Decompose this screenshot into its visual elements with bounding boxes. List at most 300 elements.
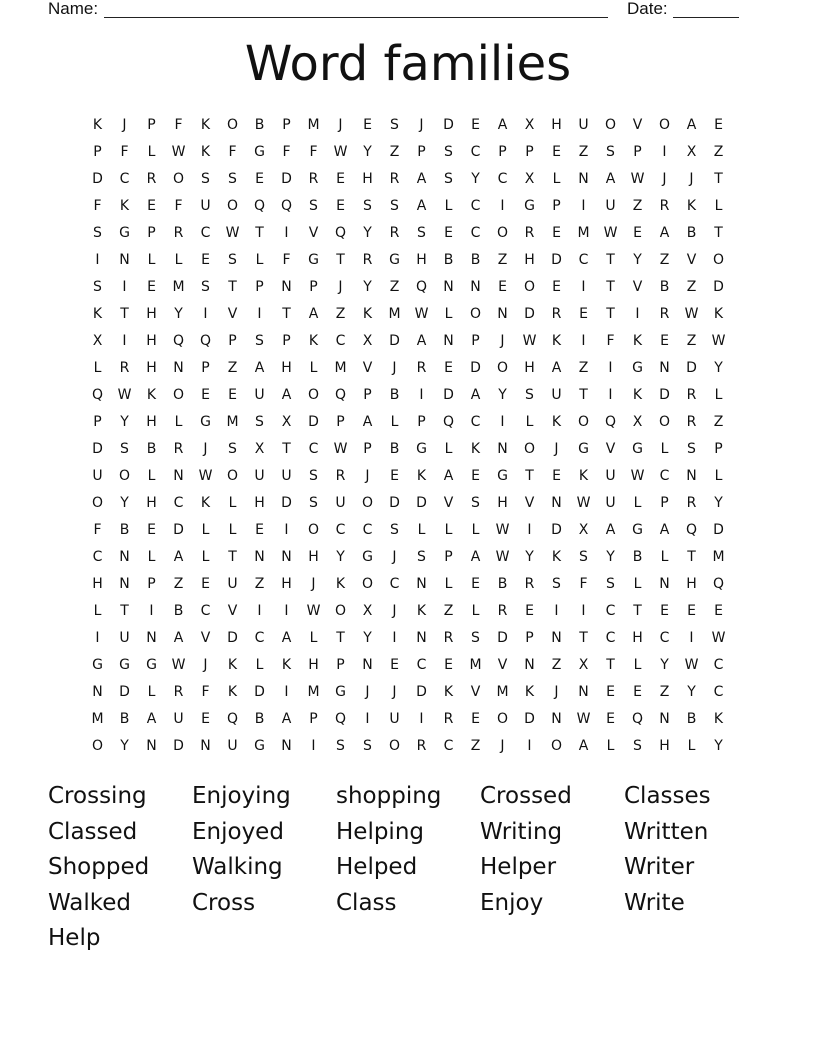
grid-letter[interactable]: Y: [606, 549, 615, 565]
grid-letter[interactable]: I: [257, 306, 262, 322]
grid-letter[interactable]: R: [308, 171, 319, 187]
grid-letter[interactable]: L: [471, 522, 480, 538]
grid-letter[interactable]: Y: [471, 171, 480, 187]
grid-letter[interactable]: M: [307, 117, 320, 133]
grid-letter[interactable]: E: [498, 279, 507, 295]
grid-letter[interactable]: D: [389, 333, 400, 349]
grid-letter[interactable]: Y: [363, 279, 372, 295]
grid-letter[interactable]: A: [281, 711, 292, 727]
grid-letter[interactable]: N: [281, 279, 292, 295]
grid-letter[interactable]: L: [444, 306, 453, 322]
grid-letter[interactable]: F: [282, 252, 291, 268]
grid-letter[interactable]: H: [497, 495, 508, 511]
grid-letter[interactable]: B: [470, 252, 481, 268]
grid-letter[interactable]: U: [227, 576, 238, 592]
grid-letter[interactable]: B: [497, 576, 508, 592]
grid-letter[interactable]: V: [362, 360, 373, 376]
grid-letter[interactable]: C: [200, 225, 211, 241]
grid-letter[interactable]: T: [525, 468, 534, 484]
grid-letter[interactable]: K: [92, 117, 103, 133]
grid-letter[interactable]: T: [606, 306, 615, 322]
grid-letter[interactable]: O: [307, 387, 320, 403]
grid-letter[interactable]: Z: [659, 252, 670, 268]
grid-letter[interactable]: A: [470, 549, 481, 565]
grid-letter[interactable]: O: [469, 306, 482, 322]
grid-letter[interactable]: S: [687, 441, 696, 457]
grid-letter[interactable]: K: [713, 306, 724, 322]
grid-letter[interactable]: Q: [415, 279, 428, 295]
grid-letter[interactable]: R: [146, 171, 157, 187]
grid-letter[interactable]: I: [284, 603, 289, 619]
grid-letter[interactable]: D: [254, 684, 265, 700]
grid-letter[interactable]: S: [390, 522, 399, 538]
grid-letter[interactable]: Z: [632, 198, 643, 214]
grid-letter[interactable]: L: [687, 738, 696, 754]
grid-letter[interactable]: N: [578, 171, 589, 187]
grid-letter[interactable]: D: [416, 495, 427, 511]
grid-letter[interactable]: N: [416, 576, 427, 592]
grid-letter[interactable]: S: [93, 225, 102, 241]
grid-letter[interactable]: K: [713, 711, 724, 727]
grid-letter[interactable]: M: [307, 684, 320, 700]
grid-letter[interactable]: W: [171, 144, 186, 160]
grid-letter[interactable]: S: [309, 495, 318, 511]
grid-letter[interactable]: B: [146, 441, 157, 457]
grid-letter[interactable]: C: [470, 225, 481, 241]
grid-letter[interactable]: L: [93, 360, 102, 376]
grid-letter[interactable]: B: [119, 711, 130, 727]
grid-letter[interactable]: F: [579, 576, 588, 592]
grid-letter[interactable]: E: [444, 360, 453, 376]
grid-letter[interactable]: D: [119, 684, 130, 700]
grid-letter[interactable]: S: [336, 738, 345, 754]
grid-letter[interactable]: Q: [685, 522, 698, 538]
grid-letter[interactable]: N: [416, 630, 427, 646]
grid-letter[interactable]: I: [608, 387, 613, 403]
grid-letter[interactable]: O: [496, 360, 509, 376]
grid-letter[interactable]: A: [659, 522, 670, 538]
grid-letter[interactable]: B: [389, 387, 400, 403]
grid-letter[interactable]: U: [551, 387, 562, 403]
grid-letter[interactable]: G: [632, 522, 643, 538]
grid-letter[interactable]: Q: [91, 387, 104, 403]
grid-letter[interactable]: R: [443, 711, 454, 727]
grid-letter[interactable]: Z: [686, 279, 697, 295]
grid-letter[interactable]: L: [660, 549, 669, 565]
grid-letter[interactable]: A: [416, 198, 427, 214]
grid-letter[interactable]: Z: [173, 576, 184, 592]
grid-letter[interactable]: L: [633, 657, 642, 673]
grid-letter[interactable]: I: [365, 711, 370, 727]
grid-letter[interactable]: G: [119, 657, 130, 673]
grid-letter[interactable]: A: [173, 630, 184, 646]
grid-letter[interactable]: Q: [712, 576, 725, 592]
grid-letter[interactable]: L: [147, 252, 156, 268]
grid-letter[interactable]: C: [254, 630, 265, 646]
grid-letter[interactable]: L: [714, 198, 723, 214]
grid-letter[interactable]: L: [147, 144, 156, 160]
grid-letter[interactable]: Y: [714, 360, 723, 376]
grid-letter[interactable]: S: [201, 279, 210, 295]
grid-letter[interactable]: H: [524, 360, 535, 376]
grid-letter[interactable]: K: [362, 306, 373, 322]
grid-letter[interactable]: O: [388, 738, 401, 754]
grid-letter[interactable]: C: [578, 252, 589, 268]
grid-letter[interactable]: P: [714, 441, 723, 457]
grid-letter[interactable]: G: [146, 657, 157, 673]
grid-letter[interactable]: E: [714, 603, 723, 619]
grid-letter[interactable]: E: [390, 468, 399, 484]
grid-letter[interactable]: A: [173, 549, 184, 565]
grid-letter[interactable]: N: [686, 468, 697, 484]
grid-letter[interactable]: C: [200, 603, 211, 619]
grid-letter[interactable]: O: [91, 495, 104, 511]
grid-letter[interactable]: Y: [525, 549, 534, 565]
grid-letter[interactable]: J: [203, 441, 208, 457]
grid-letter[interactable]: Y: [363, 144, 372, 160]
grid-letter[interactable]: Y: [633, 252, 642, 268]
grid-letter[interactable]: Q: [334, 711, 347, 727]
grid-letter[interactable]: G: [254, 144, 265, 160]
grid-letter[interactable]: V: [470, 684, 481, 700]
grid-letter[interactable]: E: [525, 603, 534, 619]
grid-letter[interactable]: N: [119, 549, 130, 565]
grid-letter[interactable]: Z: [443, 603, 454, 619]
grid-letter[interactable]: X: [92, 333, 103, 349]
grid-letter[interactable]: A: [254, 360, 265, 376]
grid-letter[interactable]: H: [92, 576, 103, 592]
grid-letter[interactable]: F: [606, 333, 615, 349]
grid-letter[interactable]: C: [470, 198, 481, 214]
grid-letter[interactable]: T: [228, 549, 237, 565]
grid-letter[interactable]: T: [714, 225, 723, 241]
grid-letter[interactable]: W: [333, 144, 348, 160]
grid-letter[interactable]: X: [524, 171, 535, 187]
grid-letter[interactable]: G: [524, 198, 535, 214]
grid-letter[interactable]: T: [120, 306, 129, 322]
grid-letter[interactable]: K: [551, 333, 562, 349]
grid-letter[interactable]: E: [471, 576, 480, 592]
grid-letter[interactable]: H: [659, 738, 670, 754]
grid-letter[interactable]: M: [712, 549, 725, 565]
grid-letter[interactable]: M: [469, 657, 482, 673]
grid-letter[interactable]: C: [659, 468, 670, 484]
grid-letter[interactable]: Y: [714, 738, 723, 754]
grid-letter[interactable]: E: [471, 117, 480, 133]
grid-letter[interactable]: C: [605, 603, 616, 619]
grid-letter[interactable]: P: [147, 117, 156, 133]
grid-letter[interactable]: P: [93, 144, 102, 160]
grid-letter[interactable]: F: [93, 198, 102, 214]
grid-letter[interactable]: E: [660, 603, 669, 619]
grid-letter[interactable]: O: [226, 117, 239, 133]
grid-letter[interactable]: Q: [226, 711, 239, 727]
grid-letter[interactable]: I: [95, 252, 100, 268]
grid-letter[interactable]: W: [414, 306, 429, 322]
grid-letter[interactable]: L: [390, 414, 399, 430]
grid-letter[interactable]: O: [91, 738, 104, 754]
grid-letter[interactable]: I: [419, 711, 424, 727]
grid-letter[interactable]: O: [334, 603, 347, 619]
grid-letter[interactable]: A: [443, 468, 454, 484]
grid-letter[interactable]: S: [228, 252, 237, 268]
grid-letter[interactable]: S: [552, 576, 561, 592]
grid-letter[interactable]: H: [146, 333, 157, 349]
grid-letter[interactable]: L: [417, 522, 426, 538]
grid-letter[interactable]: V: [443, 495, 454, 511]
grid-letter[interactable]: P: [417, 414, 426, 430]
grid-letter[interactable]: L: [444, 522, 453, 538]
grid-letter[interactable]: O: [577, 414, 590, 430]
grid-letter[interactable]: R: [551, 306, 562, 322]
grid-letter[interactable]: J: [203, 657, 208, 673]
grid-letter[interactable]: N: [659, 360, 670, 376]
grid-letter[interactable]: E: [147, 279, 156, 295]
grid-letter[interactable]: L: [444, 198, 453, 214]
grid-letter[interactable]: H: [551, 117, 562, 133]
grid-letter[interactable]: I: [257, 603, 262, 619]
grid-letter[interactable]: S: [228, 171, 237, 187]
grid-letter[interactable]: G: [92, 657, 103, 673]
grid-letter[interactable]: C: [335, 522, 346, 538]
grid-letter[interactable]: S: [579, 549, 588, 565]
grid-letter[interactable]: G: [200, 414, 211, 430]
grid-letter[interactable]: U: [119, 630, 130, 646]
grid-letter[interactable]: P: [525, 144, 534, 160]
grid-letter[interactable]: N: [362, 657, 373, 673]
grid-letter[interactable]: C: [605, 630, 616, 646]
grid-letter[interactable]: H: [281, 576, 292, 592]
grid-letter[interactable]: N: [659, 576, 670, 592]
grid-letter[interactable]: M: [388, 306, 401, 322]
grid-letter[interactable]: W: [711, 333, 726, 349]
grid-letter[interactable]: P: [633, 144, 642, 160]
grid-letter[interactable]: X: [281, 414, 292, 430]
grid-letter[interactable]: I: [581, 603, 586, 619]
grid-letter[interactable]: B: [659, 279, 670, 295]
grid-letter[interactable]: K: [686, 198, 697, 214]
grid-letter[interactable]: Y: [120, 414, 129, 430]
grid-letter[interactable]: N: [470, 279, 481, 295]
grid-letter[interactable]: P: [660, 495, 669, 511]
grid-letter[interactable]: J: [122, 117, 127, 133]
grid-letter[interactable]: P: [282, 333, 291, 349]
grid-letter[interactable]: W: [684, 306, 699, 322]
grid-letter[interactable]: J: [419, 117, 424, 133]
grid-letter[interactable]: E: [471, 711, 480, 727]
grid-letter[interactable]: P: [147, 225, 156, 241]
grid-letter[interactable]: Y: [363, 225, 372, 241]
grid-letter[interactable]: C: [173, 495, 184, 511]
grid-letter[interactable]: U: [578, 117, 589, 133]
grid-letter[interactable]: X: [686, 144, 697, 160]
grid-letter[interactable]: P: [255, 279, 264, 295]
grid-letter[interactable]: D: [551, 252, 562, 268]
grid-letter[interactable]: F: [93, 522, 102, 538]
grid-letter[interactable]: K: [632, 387, 643, 403]
grid-letter[interactable]: S: [201, 171, 210, 187]
grid-letter[interactable]: U: [254, 468, 265, 484]
grid-letter[interactable]: R: [686, 495, 697, 511]
grid-letter[interactable]: G: [389, 252, 400, 268]
grid-letter[interactable]: W: [225, 225, 240, 241]
grid-letter[interactable]: Q: [172, 333, 185, 349]
grid-letter[interactable]: M: [496, 684, 509, 700]
grid-letter[interactable]: U: [605, 468, 616, 484]
grid-letter[interactable]: V: [632, 117, 643, 133]
grid-letter[interactable]: E: [255, 522, 264, 538]
grid-letter[interactable]: X: [362, 333, 373, 349]
grid-letter[interactable]: O: [226, 468, 239, 484]
grid-letter[interactable]: H: [146, 306, 157, 322]
grid-letter[interactable]: N: [254, 549, 265, 565]
grid-letter[interactable]: I: [581, 279, 586, 295]
grid-letter[interactable]: Q: [442, 414, 455, 430]
grid-letter[interactable]: T: [120, 603, 129, 619]
grid-letter[interactable]: N: [173, 468, 184, 484]
grid-letter[interactable]: A: [416, 171, 427, 187]
grid-letter[interactable]: Q: [334, 387, 347, 403]
grid-letter[interactable]: T: [228, 279, 237, 295]
grid-letter[interactable]: S: [363, 738, 372, 754]
grid-letter[interactable]: Z: [470, 738, 481, 754]
grid-letter[interactable]: A: [470, 387, 481, 403]
grid-letter[interactable]: U: [173, 711, 184, 727]
grid-letter[interactable]: G: [632, 441, 643, 457]
grid-letter[interactable]: Q: [199, 333, 212, 349]
grid-letter[interactable]: L: [228, 522, 237, 538]
grid-letter[interactable]: O: [118, 468, 131, 484]
grid-letter[interactable]: A: [605, 171, 616, 187]
grid-letter[interactable]: H: [281, 360, 292, 376]
grid-letter[interactable]: P: [228, 333, 237, 349]
grid-letter[interactable]: O: [523, 279, 536, 295]
grid-letter[interactable]: R: [686, 414, 697, 430]
grid-letter[interactable]: G: [119, 225, 130, 241]
grid-letter[interactable]: U: [281, 468, 292, 484]
grid-letter[interactable]: X: [578, 657, 589, 673]
grid-letter[interactable]: X: [362, 603, 373, 619]
name-field[interactable]: [104, 0, 608, 18]
grid-letter[interactable]: V: [686, 252, 697, 268]
grid-letter[interactable]: S: [471, 495, 480, 511]
grid-letter[interactable]: R: [497, 603, 508, 619]
grid-letter[interactable]: C: [389, 576, 400, 592]
grid-letter[interactable]: S: [390, 117, 399, 133]
grid-letter[interactable]: I: [284, 684, 289, 700]
grid-letter[interactable]: Y: [660, 657, 669, 673]
grid-letter[interactable]: C: [92, 549, 103, 565]
grid-letter[interactable]: S: [444, 171, 453, 187]
grid-letter[interactable]: K: [308, 333, 319, 349]
grid-letter[interactable]: I: [662, 144, 667, 160]
grid-letter[interactable]: W: [117, 387, 132, 403]
grid-letter[interactable]: E: [552, 225, 561, 241]
grid-letter[interactable]: Y: [687, 684, 696, 700]
grid-letter[interactable]: L: [255, 657, 264, 673]
grid-letter[interactable]: A: [551, 360, 562, 376]
grid-letter[interactable]: O: [226, 198, 239, 214]
grid-letter[interactable]: E: [687, 603, 696, 619]
grid-letter[interactable]: D: [470, 360, 481, 376]
grid-letter[interactable]: U: [605, 198, 616, 214]
grid-letter[interactable]: K: [470, 441, 481, 457]
grid-letter[interactable]: B: [389, 441, 400, 457]
grid-letter[interactable]: L: [309, 630, 318, 646]
grid-letter[interactable]: R: [524, 576, 535, 592]
grid-letter[interactable]: P: [147, 576, 156, 592]
grid-letter[interactable]: Q: [334, 225, 347, 241]
grid-letter[interactable]: M: [577, 225, 590, 241]
grid-letter[interactable]: Q: [631, 711, 644, 727]
grid-letter[interactable]: H: [686, 576, 697, 592]
grid-letter[interactable]: F: [282, 144, 291, 160]
grid-letter[interactable]: S: [606, 144, 615, 160]
date-field[interactable]: [673, 0, 739, 18]
grid-letter[interactable]: A: [362, 414, 373, 430]
grid-letter[interactable]: N: [146, 738, 157, 754]
grid-letter[interactable]: P: [363, 387, 372, 403]
grid-letter[interactable]: H: [632, 630, 643, 646]
grid-letter[interactable]: S: [93, 279, 102, 295]
grid-letter[interactable]: Z: [686, 333, 697, 349]
grid-letter[interactable]: L: [714, 387, 723, 403]
grid-letter[interactable]: E: [579, 306, 588, 322]
grid-letter[interactable]: E: [363, 117, 372, 133]
grid-letter[interactable]: S: [606, 576, 615, 592]
grid-letter[interactable]: Y: [714, 495, 723, 511]
grid-letter[interactable]: E: [201, 711, 210, 727]
grid-letter[interactable]: P: [363, 441, 372, 457]
grid-letter[interactable]: L: [147, 468, 156, 484]
grid-letter[interactable]: L: [660, 441, 669, 457]
grid-letter[interactable]: I: [284, 225, 289, 241]
grid-letter[interactable]: L: [444, 441, 453, 457]
grid-letter[interactable]: K: [227, 684, 238, 700]
grid-letter[interactable]: Z: [254, 576, 265, 592]
grid-letter[interactable]: Y: [336, 549, 345, 565]
grid-letter[interactable]: U: [335, 495, 346, 511]
grid-letter[interactable]: S: [255, 333, 264, 349]
grid-letter[interactable]: L: [714, 468, 723, 484]
grid-letter[interactable]: I: [554, 603, 559, 619]
grid-letter[interactable]: D: [92, 441, 103, 457]
grid-letter[interactable]: C: [470, 144, 481, 160]
grid-letter[interactable]: J: [392, 603, 397, 619]
grid-letter[interactable]: J: [554, 441, 559, 457]
grid-letter[interactable]: F: [228, 144, 237, 160]
grid-letter[interactable]: L: [444, 576, 453, 592]
grid-letter[interactable]: P: [417, 144, 426, 160]
grid-letter[interactable]: P: [471, 333, 480, 349]
grid-letter[interactable]: P: [309, 279, 318, 295]
grid-letter[interactable]: B: [443, 252, 454, 268]
grid-letter[interactable]: A: [578, 738, 589, 754]
grid-letter[interactable]: I: [500, 414, 505, 430]
grid-letter[interactable]: J: [500, 738, 505, 754]
grid-letter[interactable]: N: [281, 549, 292, 565]
grid-letter[interactable]: L: [606, 738, 615, 754]
grid-letter[interactable]: K: [200, 144, 211, 160]
grid-letter[interactable]: G: [254, 738, 265, 754]
grid-letter[interactable]: T: [336, 630, 345, 646]
grid-letter[interactable]: B: [686, 225, 697, 241]
grid-letter[interactable]: H: [146, 414, 157, 430]
grid-letter[interactable]: Z: [578, 144, 589, 160]
grid-letter[interactable]: K: [335, 576, 346, 592]
grid-letter[interactable]: Y: [120, 738, 129, 754]
grid-letter[interactable]: I: [581, 198, 586, 214]
